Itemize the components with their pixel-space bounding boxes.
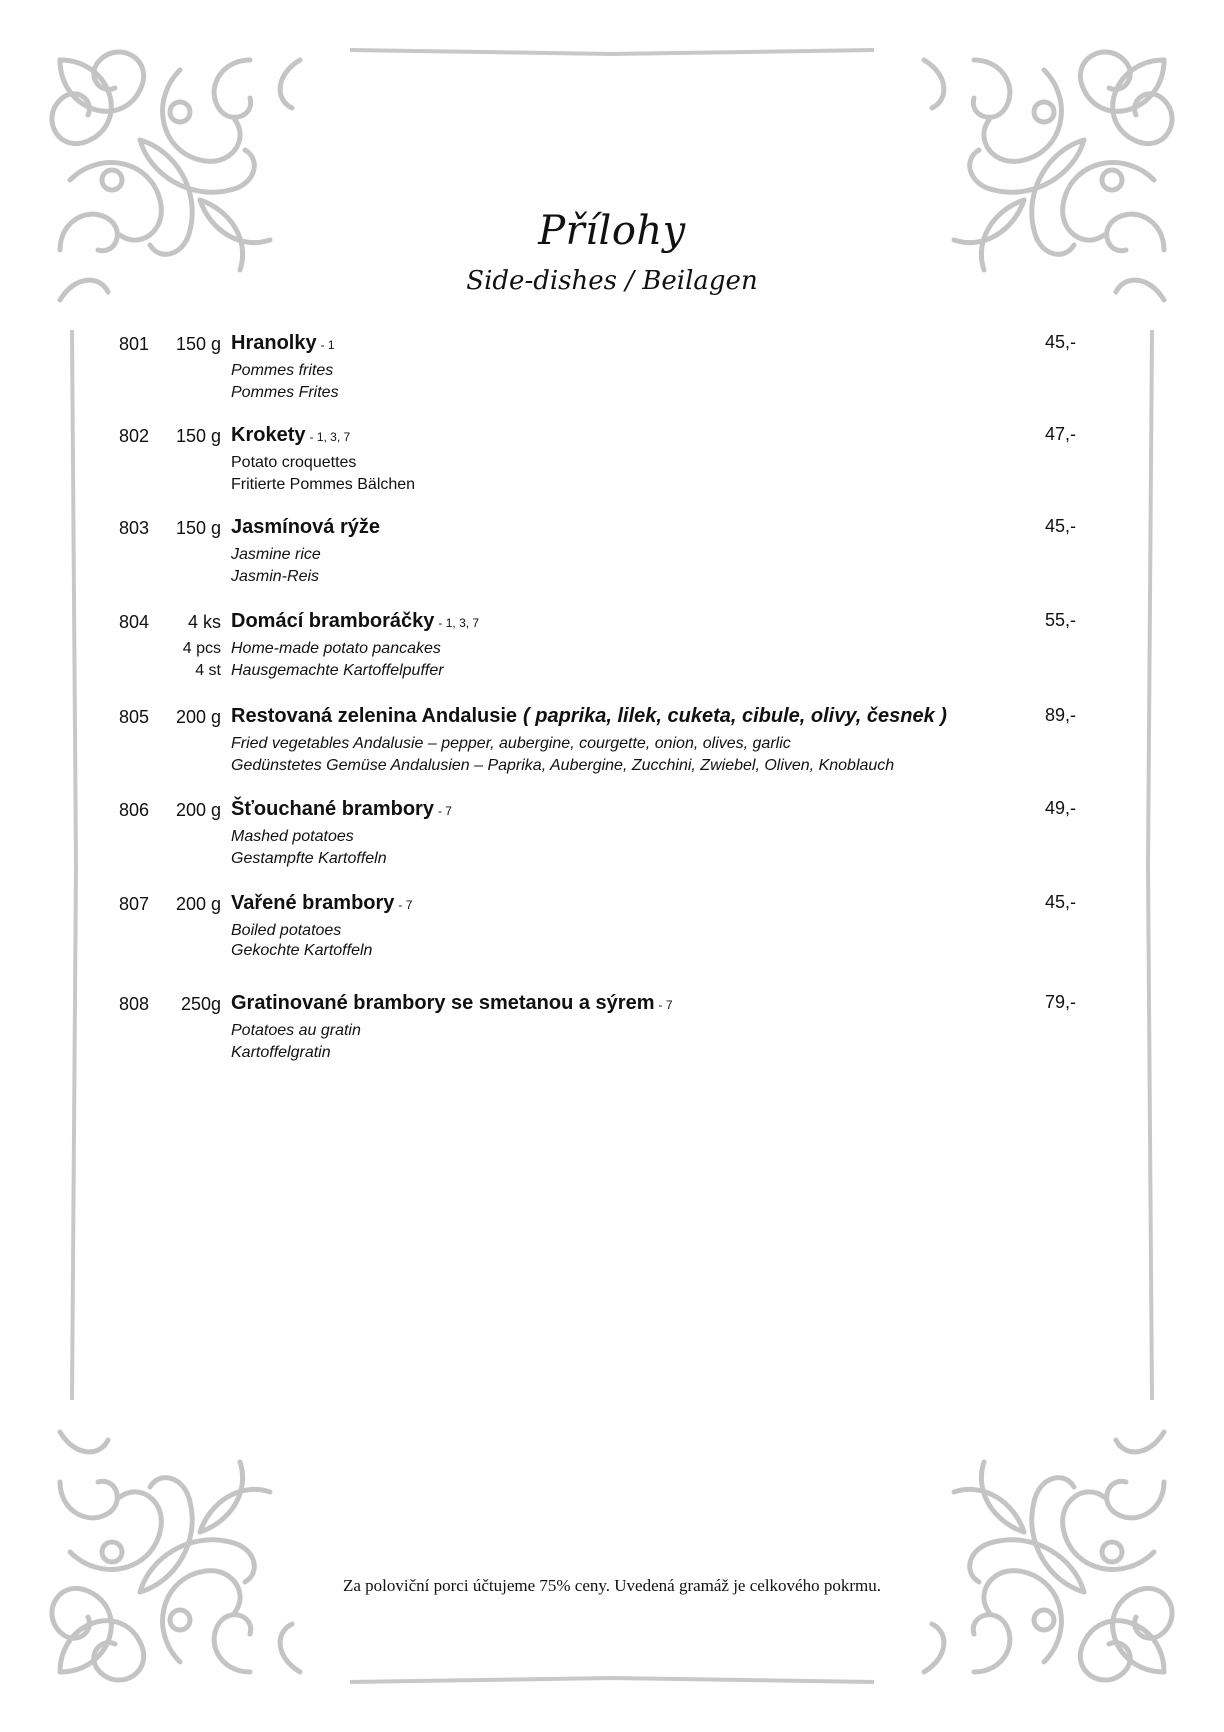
item-allergens: - 1, 3, 7 [309, 430, 351, 444]
item-translation-en: Jasmine rice [231, 546, 321, 563]
item-quantity-en: 4 pcs [182, 640, 221, 657]
item-number: 803 [119, 518, 150, 538]
item-price: 79,- [1045, 992, 1077, 1012]
item-quantity: 150 g [175, 426, 221, 446]
item-name: Restovaná zelenina Andalusie ( paprika, lilek, cuketa, cibule, olivy, česnek ) [231, 705, 947, 727]
item-translation-de: Kartoffelgratin [231, 1044, 331, 1061]
item-translation-de: Gedünstetes Gemüse Andalusien – Paprika, Aubergine, Zucchini, Zwiebel, Oliven, Knoblauch [231, 757, 895, 774]
item-translation-en: Potato croquettes [231, 454, 357, 471]
item-number: 801 [119, 334, 150, 354]
item-translation-de: Fritierte Pommes Bälchen [231, 476, 416, 493]
item-number: 808 [119, 994, 150, 1014]
footer-note: Za poloviční porci účtujeme 75% ceny. Uvedená gramáž je celkového pokrmu. [343, 1576, 881, 1595]
item-allergens: - 1, 3, 7 [438, 616, 480, 630]
item-name: Domácí bramboráčky - 1, 3, 7 [231, 610, 480, 632]
item-number: 802 [119, 426, 150, 446]
item-translation-en: Home-made potato pancakes [231, 640, 441, 657]
item-quantity: 150 g [175, 334, 221, 354]
item-name: Krokety - 1, 3, 7 [231, 424, 351, 446]
item-allergens: - 7 [437, 804, 452, 818]
item-price: 45,- [1045, 516, 1077, 536]
item-price: 45,- [1045, 892, 1077, 912]
item-quantity: 200 g [175, 707, 221, 727]
item-quantity: 200 g [175, 894, 221, 914]
item-number: 804 [119, 612, 150, 632]
item-price: 45,- [1045, 332, 1077, 352]
item-price: 47,- [1045, 424, 1077, 444]
item-quantity: 4 ks [187, 612, 221, 632]
item-quantity: 150 g [175, 518, 221, 538]
item-translation-en: Pommes frites [231, 362, 334, 379]
item-allergens: - 7 [658, 998, 673, 1012]
item-allergens: - 7 [398, 898, 413, 912]
item-translation-de: Gekochte Kartoffeln [231, 942, 373, 959]
item-number: 805 [119, 707, 150, 727]
item-quantity-de: 4 st [195, 662, 221, 679]
item-translation-de: Jasmin-Reis [231, 568, 320, 585]
item-price: 89,- [1045, 705, 1077, 725]
item-ingredients: ( paprika, lilek, cuketa, cibule, olivy, česnek ) [523, 705, 947, 727]
item-number: 807 [119, 894, 150, 914]
item-quantity: 200 g [175, 800, 221, 820]
item-allergens: - 1 [320, 338, 335, 352]
item-quantity: 250g [180, 994, 221, 1014]
item-name: Gratinované brambory se smetanou a sýrem - 7 [231, 992, 673, 1014]
item-translation-en: Boiled potatoes [231, 922, 342, 939]
page-title: Přílohy [538, 208, 686, 254]
page-subtitle: Side-dishes / Beilagen [466, 266, 758, 296]
item-translation-en: Potatoes au gratin [231, 1022, 361, 1039]
item-price: 55,- [1045, 610, 1077, 630]
item-name: Šťouchané brambory - 7 [231, 798, 452, 820]
item-name: Hranolky - 1 [231, 332, 335, 354]
item-name: Vařené brambory - 7 [231, 892, 413, 914]
item-name: Jasmínová rýže [231, 516, 380, 538]
item-translation-de: Hausgemachte Kartoffelpuffer [231, 662, 444, 679]
item-price: 49,- [1045, 798, 1077, 818]
item-translation-de: Gestampfte Kartoffeln [231, 850, 387, 867]
item-number: 806 [119, 800, 150, 820]
item-translation-en: Fried vegetables Andalusie – pepper, aubergine, courgette, onion, olives, garlic [231, 735, 791, 752]
item-translation-en: Mashed potatoes [231, 828, 354, 845]
item-translation-de: Pommes Frites [231, 384, 339, 401]
